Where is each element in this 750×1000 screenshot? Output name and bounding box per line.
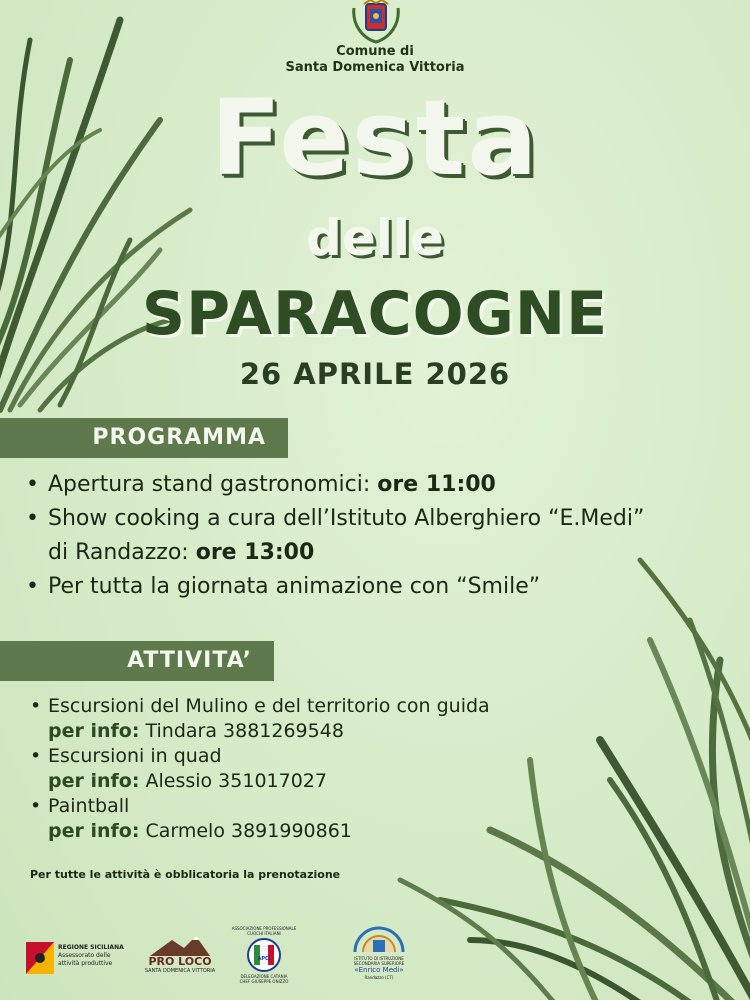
attivita-info — [30, 719, 630, 744]
apci-top-1: ASSOCIAZIONE PROFESSIONALE — [231, 926, 297, 931]
comune-line-1: Comune di — [336, 44, 414, 59]
trinacria-icon — [26, 942, 54, 974]
title-festa: Festa — [210, 77, 540, 199]
programma-item-cont-text: di Randazzo: — [48, 540, 196, 565]
apci-emblem-icon — [246, 937, 282, 973]
title-sparacogne: SPARACOGNE — [141, 279, 609, 349]
istituto-line-4: Randazzo (CT) — [364, 975, 394, 980]
regione-line-3: attività produttive — [58, 960, 113, 967]
mountain-icon — [150, 934, 210, 956]
programma-item-time: ore 11:00 — [377, 472, 496, 497]
istituto-line-1: ISTITUTO DI ISTRUZIONE — [354, 956, 404, 961]
programma-item-text: Per tutta la giornata animazione con “Smile” — [48, 574, 541, 599]
istituto-line-2: SECONDARIA SUPERIORE — [353, 961, 405, 966]
regione-line-1: REGIONE SICILIANA — [58, 944, 124, 951]
event-date: 26 APRILE 2026 — [239, 357, 511, 391]
apci-bottom-1: DELEGAZIONE CATANIA — [240, 974, 288, 979]
programma-heading: PROGRAMMA — [0, 418, 288, 458]
attivita-item: • Escursioni in quad — [30, 744, 630, 769]
info-value: Alessio 351017027 — [139, 770, 327, 792]
title-delle: delle — [306, 209, 444, 267]
apci-bottom-2: CHEF GIUSEPPE ONIZZO — [239, 979, 289, 984]
sponsor-logos — [0, 920, 750, 1000]
proloco-line-1: PRO LOCO — [148, 955, 212, 968]
logo-regione-siciliana — [26, 942, 126, 976]
booking-note: Per tutte le attività è obblicatoria la prenotazione — [30, 868, 341, 881]
attivita-item: • Escursioni del Mulino e del territorio con guida — [30, 694, 630, 719]
programma-item — [26, 570, 746, 604]
logo-apci — [224, 926, 304, 986]
info-value: Carmelo 3891990861 — [139, 820, 352, 842]
attivita-heading: ATTIVITA’ — [0, 641, 274, 681]
programma-item-continuation — [26, 536, 746, 570]
programma-list — [26, 468, 746, 604]
attivita-item: • Paintball — [30, 794, 630, 819]
apci-name: APCI — [257, 956, 271, 962]
attivita-info — [30, 769, 630, 794]
attivita-list — [30, 694, 630, 844]
apci-top-2: CUOCHI ITALIANI — [247, 931, 281, 936]
comune-crest-icon — [348, 0, 404, 44]
programma-item-time: ore 13:00 — [195, 540, 315, 565]
comune-name — [0, 44, 750, 76]
proloco-line-2: SANTA DOMENICA VITTORIA — [144, 968, 216, 974]
programma-item-text: Show cooking a cura dell’Istituto Alberghiero “E.Medi” — [48, 506, 645, 531]
logo-pro-loco — [140, 934, 220, 978]
logo-istituto-enrico-medi — [334, 926, 424, 988]
istituto-emblem-icon — [353, 926, 405, 954]
programma-item — [26, 468, 746, 502]
istituto-line-3: «Enrico Medi» — [354, 966, 404, 974]
info-value: Tindara 3881269548 — [139, 720, 344, 742]
attivita-info — [30, 819, 630, 844]
info-label: per info: — [48, 720, 140, 742]
programma-item — [26, 502, 746, 536]
programma-item-text: Apertura stand gastronomici: — [48, 472, 378, 497]
regione-line-2: Assessorato delle — [58, 952, 111, 959]
info-label: per info: — [48, 820, 140, 842]
info-label: per info: — [48, 770, 140, 792]
comune-line-2: Santa Domenica Vittoria — [285, 60, 465, 75]
